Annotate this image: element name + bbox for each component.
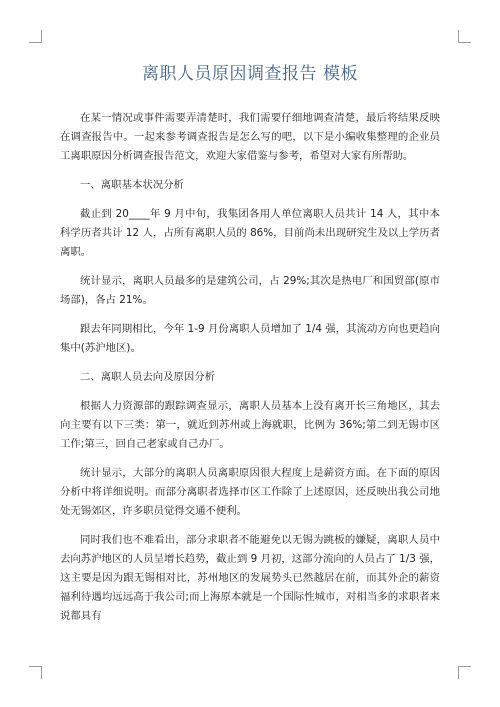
body-paragraph: 跟去年同期相比，今年 1-9 月份离职人员增加了 1/4 强，其流动方向也更趋向集中(苏沪地区)。 [60, 323, 440, 354]
document-body [60, 109, 440, 636]
section-heading-1: 一、离职基本状况分析 [80, 179, 184, 191]
body-paragraph: 统计显示，大部分的离职人员离职原因很大程度上是薪资方面。在下面的原因分析中将详细说明。而部分离职者选择市区工作除了上述原因，还反映出我公司地处无锡郊区，许多职员觉得交通不便利。 [60, 467, 440, 517]
body-paragraph: 截止到 20____年 9 月中旬，我集团各用人单位离职人员共计 14 人，其中本科学历者共计 12 人，占所有离职人员的 86%，目前尚未出现研究生及以上学历者离职。 [60, 208, 440, 258]
intro-paragraph: 在某一情况或事件需要弄清楚时，我们需要仔细地调查清楚，最后将结果反映在调查报告中。一起来参考调查报告是怎么写的吧，以下是小编收集整理的企业员工离职原因分析调查报告范文，欢迎大家借鉴与参考，希望对大家有所帮助。 [60, 112, 440, 162]
body-paragraph: 同时我们也不难看出，部分求职者不能避免以无锡为跳板的嫌疑，离职人员中去向苏沪地区的人员呈增长趋势，截止到 9 月初，这部分流向的人员占了 1/3 强，这主要是因为跟无锡相对比，苏州地区的发展势头已然越居在前，而其外企的薪资福利待遇均远远高于我公司;而上海原本就是一个国际性城市，对相当多的求职者来说都具有 [60, 534, 440, 622]
body-paragraph: 统计显示，离职人员最多的是建筑公司，占 29%;其次是热电厂和国贸部(原市场部)，各占 21%。 [60, 275, 440, 306]
page-corner-mark-top-right [458, 30, 471, 43]
document-title: 离职人员原因调查报告 模板 [142, 64, 358, 84]
page-corner-mark-bottom-right [458, 666, 471, 679]
section-heading-2: 二、离职人员去向及原因分析 [80, 371, 216, 383]
page-corner-mark-bottom-left [29, 666, 42, 679]
body-paragraph: 根据人力资源部的跟踪调查显示，离职人员基本上没有离开长三角地区，其去向主要有以下三类：第一，就近到苏州或上海就职，比例为 36%;第二到无锡市区工作;第三，回自己老家或自己办厂。 [60, 400, 440, 450]
page-corner-mark-top-left [29, 30, 42, 43]
